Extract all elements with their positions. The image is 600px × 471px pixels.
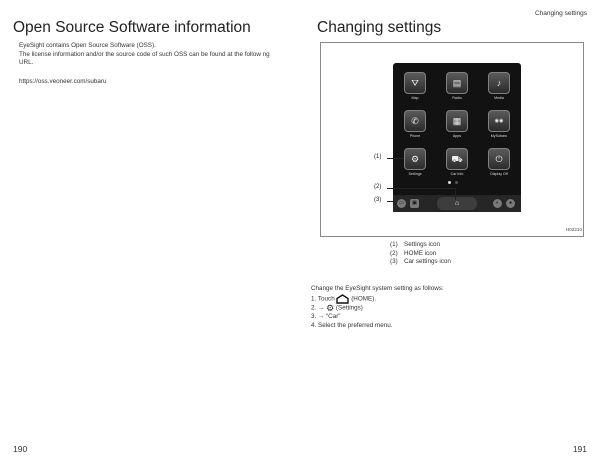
figure-code: H02210	[565, 227, 582, 232]
app-label: MySubaru	[490, 134, 508, 138]
profile-icon: ●	[508, 200, 513, 206]
settings-app-button[interactable]	[404, 148, 426, 170]
power-icon: ⏻	[495, 153, 503, 164]
callout-2: (2)	[374, 184, 382, 190]
legend-text: Settings icon	[404, 241, 441, 248]
source-icon: ▣	[412, 200, 417, 206]
app-label: Phone	[409, 134, 421, 138]
callout-3: (3)	[374, 197, 382, 203]
legend-number: (1)	[390, 241, 398, 248]
settings-icon: ⚙	[326, 302, 335, 313]
projection-icon: ◐	[495, 200, 500, 206]
section-title: Changing settings	[317, 19, 442, 36]
oss-url-link[interactable]: https://oss.veoneer.com/subaru	[19, 78, 107, 85]
step-2	[311, 304, 581, 313]
car-info-app-button[interactable]	[446, 148, 468, 170]
car-settings-icon: ▭	[399, 200, 404, 206]
taskbar	[393, 195, 521, 212]
oss-paragraph-2: The license information and/or the source code of such OSS can be found at the follow ng URL.	[19, 50, 270, 67]
map-icon: ⛛	[411, 77, 419, 88]
phone-projection-button[interactable]	[493, 199, 502, 208]
callout-1-leader	[387, 158, 404, 159]
oss-description	[19, 42, 284, 68]
settings-icon: ⚙	[410, 153, 420, 164]
apps-icon: ▦	[452, 115, 462, 126]
page-indicator-dot	[448, 181, 451, 184]
apps-app-button[interactable]	[446, 110, 468, 132]
legend-item	[390, 258, 510, 267]
page-title: Open Source Software information	[13, 19, 251, 36]
page-number-left: 190	[13, 444, 28, 454]
legend-number: (2)	[390, 249, 398, 257]
callout-3-leader	[387, 201, 397, 202]
mysubaru-icon: ◉◉	[494, 117, 504, 124]
phone-icon: ✆	[411, 115, 419, 126]
media-icon: ♪	[496, 77, 502, 88]
instructions-intro: Change the EyeSight system setting as follows:	[311, 285, 444, 292]
home-icon	[336, 294, 349, 304]
app-label: Display Off	[490, 172, 508, 176]
app-label: Car Info	[450, 172, 464, 176]
car-settings-button[interactable]	[397, 199, 406, 208]
home-icon: ⌂	[454, 200, 460, 207]
radio-icon: ▤	[452, 77, 462, 88]
media-app-button[interactable]	[488, 72, 510, 94]
map-app-button[interactable]	[404, 72, 426, 94]
step-1-suffix: (HOME).	[351, 295, 377, 303]
callout-2-leader	[387, 188, 455, 189]
step-2-suffix: (Settings)	[335, 304, 363, 312]
legend-item	[390, 241, 510, 250]
callout-1: (1)	[374, 154, 382, 160]
app-label: Map	[411, 96, 419, 100]
radio-app-button[interactable]	[446, 72, 468, 94]
page-indicator-dot	[455, 181, 458, 184]
head-unit-screen	[393, 63, 521, 212]
app-label: Apps	[452, 134, 462, 138]
home-button[interactable]	[437, 197, 477, 210]
mysubaru-app-button[interactable]	[488, 110, 510, 132]
legend-text: HOME icon	[404, 249, 437, 257]
oss-paragraph-1: EyeSight contains Open Source Software (OSS).	[19, 42, 156, 49]
step-3: 3. → “Car”	[311, 313, 341, 321]
page-number-right: 191	[572, 444, 587, 454]
app-label: Radio	[452, 96, 462, 100]
phone-app-button[interactable]	[404, 110, 426, 132]
legend-text: Car settings icon	[404, 258, 451, 266]
instructions	[311, 285, 581, 330]
media-source-button[interactable]	[410, 199, 419, 208]
display-off-button[interactable]	[488, 148, 510, 170]
figure-legend	[390, 241, 510, 267]
legend-item	[390, 250, 510, 259]
step-1	[311, 294, 581, 304]
legend-number: (3)	[390, 258, 398, 266]
callout-2-leader	[455, 188, 456, 200]
app-label: Settings	[408, 172, 422, 176]
step-2-text: 2. →	[311, 304, 325, 312]
profile-button[interactable]	[506, 199, 515, 208]
car-info-icon: ⛟	[451, 153, 463, 164]
step-4: 4. Select the preferred menu.	[311, 321, 393, 329]
app-label: Media	[494, 96, 504, 100]
step-1-text: 1. Touch	[311, 295, 335, 303]
running-header: Changing settings	[534, 10, 587, 17]
